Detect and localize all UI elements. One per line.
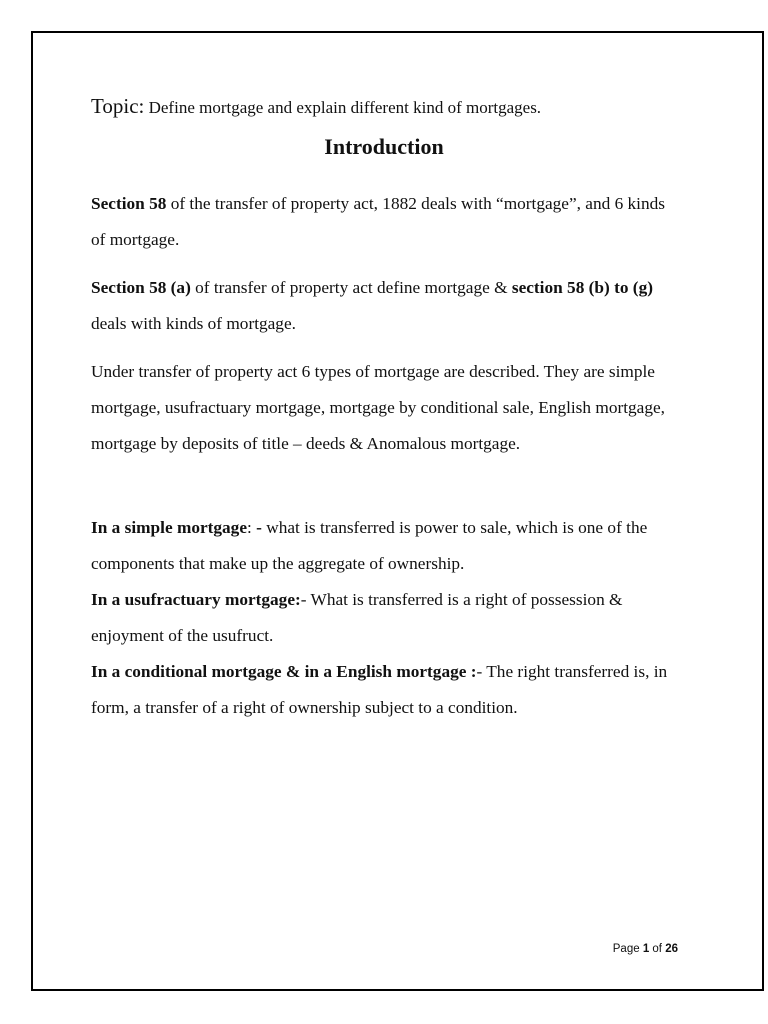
paragraph-section-58a (91, 270, 676, 342)
paragraph-bold: In a usufractuary mortgage: (91, 590, 301, 609)
paragraph-text: - The right transferred is, in form, a transfer of a right of ownership subject to a condition. (91, 662, 668, 717)
paragraph-bold: - (256, 518, 262, 537)
paragraph-text: deals with kinds of mortgage. (91, 314, 296, 333)
paragraph-bold: In a simple mortgage (91, 518, 247, 537)
paragraph-types-of-mortgage (91, 354, 676, 462)
paragraph-text: Under transfer of property act 6 types of mortgage are described. They are simple mortgage, usufractuary mortgage, mortgage by conditional sale, English mortgage, mortgage by deposits of title – deeds & Anomalous mortgage. (91, 362, 665, 453)
paragraph-bold: Section 58 (a) (91, 278, 191, 297)
paragraph-mortgage-kinds (91, 510, 676, 726)
paragraph-text: what is transferred is power to sale, which is one of the components that make up the aggregate of ownership. (91, 518, 648, 573)
topic-label: Topic: (91, 94, 145, 118)
topic-text: Define mortgage and explain different kind of mortgages. (144, 98, 542, 117)
paragraph-bold: Section 58 (91, 194, 167, 213)
paragraph-section-58 (91, 186, 676, 258)
paragraph-text: - What is transferred is a right of possession & enjoyment of the usufruct. (91, 590, 623, 645)
page-prefix: Page (612, 943, 643, 955)
section-heading: Introduction (324, 134, 444, 159)
paragraph-text: : (247, 518, 257, 537)
page-middle: of (649, 943, 666, 955)
paragraph-bold: section 58 (b) to (g) (511, 278, 653, 297)
paragraph-text: of transfer of property act define mortgage & (190, 278, 512, 297)
topic-line (91, 94, 541, 119)
paragraph-text: of the transfer of property act, 1882 deals with “mortgage”, and 6 kinds of mortgage. (91, 194, 665, 249)
page-total: 26 (665, 943, 678, 955)
page-current: 1 (642, 943, 650, 955)
page-number (560, 943, 678, 955)
paragraph-bold: In a conditional mortgage & in a English mortgage : (91, 662, 477, 681)
